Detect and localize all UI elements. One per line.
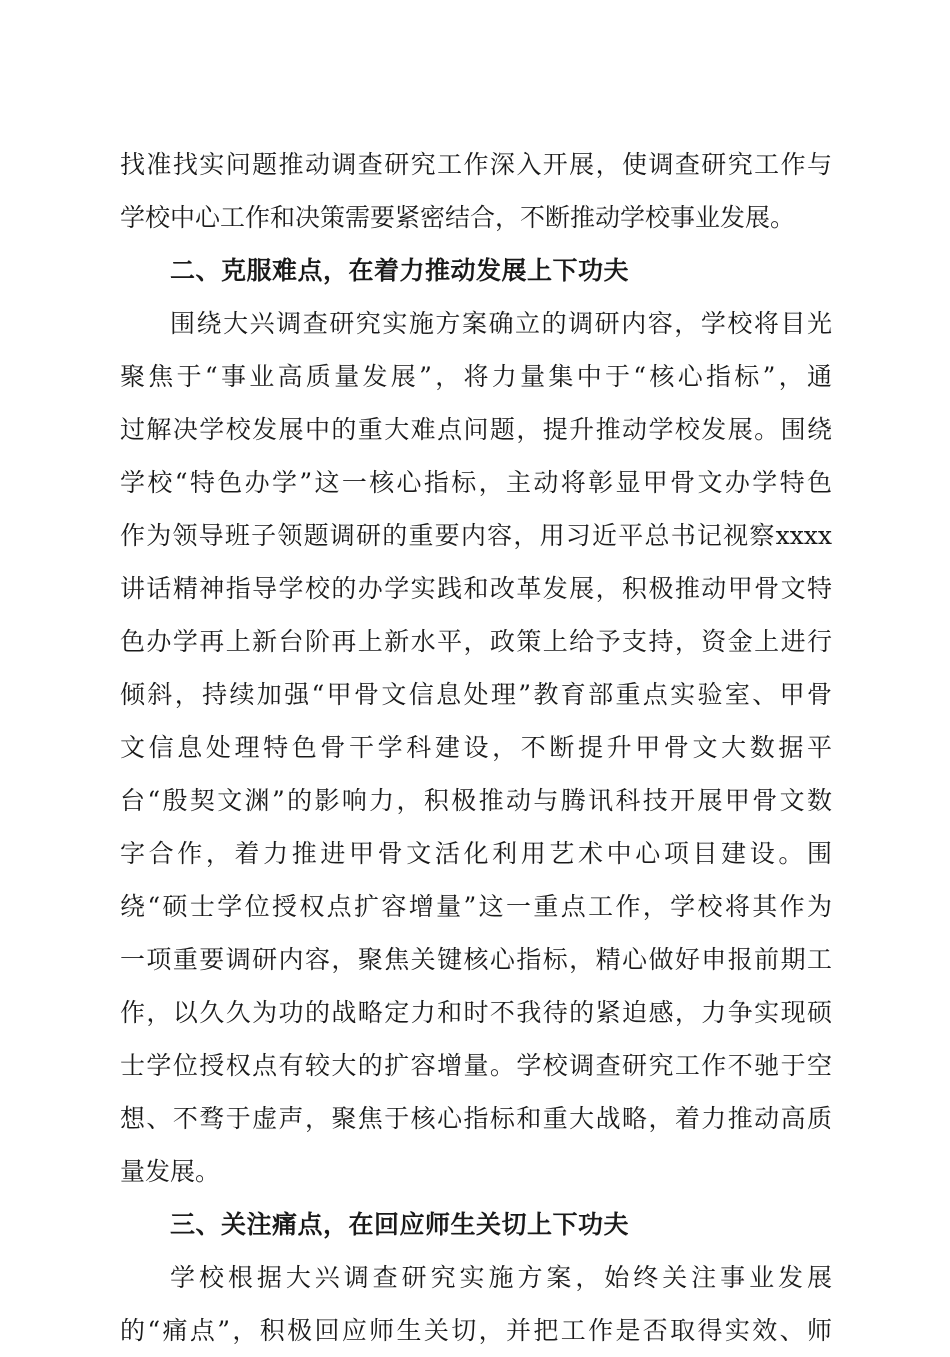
text-line: 绕“硕士学位授权点扩容增量”这一重点工作，学校将其作为 (120, 892, 832, 921)
text-line: 字合作，着力推进甲骨文活化利用艺术中心项目建设。围 (120, 839, 832, 868)
text-line: 学校根据大兴调查研究实施方案，始终关注事业发展 (170, 1263, 832, 1292)
text-line: 倾斜，持续加强“甲骨文信息处理”教育部重点实验室、甲骨 (120, 680, 832, 709)
text-line: 过解决学校发展中的重大难点问题，提升推动学校发展。围绕 (120, 415, 832, 444)
text-line: 量发展。 (120, 1157, 221, 1186)
paragraph-2 (120, 297, 832, 1198)
text-line: 学校中心工作和决策需要紧密结合，不断推动学校事业发展。 (120, 203, 796, 232)
text-line: 台“殷契文渊”的影响力，积极推动与腾讯科技开展甲骨文数 (120, 786, 832, 815)
section-heading-2: 二、克服难点，在着力推动发展上下功夫 (170, 256, 630, 285)
text-line: 一项重要调研内容，聚焦关键核心指标，精心做好申报前期工 (120, 945, 832, 974)
text-line: 讲话精神指导学校的办学实践和改革发展，积极推动甲骨文特 (120, 574, 832, 603)
text-line: 色办学再上新台阶再上新水平，政策上给予支持，资金上进行 (120, 627, 832, 656)
text-line: 的“痛点”，积极回应师生关切，并把工作是否取得实效、师 (120, 1316, 832, 1345)
text-line: 士学位授权点有较大的扩容增量。学校调查研究工作不驰于空 (120, 1051, 832, 1080)
text-line: 围绕大兴调查研究实施方案确立的调研内容，学校将目光 (170, 309, 832, 338)
text-line: 聚焦于“事业高质量发展”，将力量集中于“核心指标”，通 (120, 362, 832, 391)
text-line: 文信息处理特色骨干学科建设，不断提升甲骨文大数据平 (120, 733, 832, 762)
text-line: 学校“特色办学”这一核心指标，主动将彰显甲骨文办学特色 (120, 468, 832, 497)
document-page (120, 138, 832, 1357)
text-line: 作，以久久为功的战略定力和时不我待的紧迫感，力争实现硕 (120, 998, 832, 1027)
paragraph-1 (120, 138, 832, 244)
text-line: 作为领导班子领题调研的重要内容，用习近平总书记视察xxxx (120, 521, 832, 550)
section-heading-3: 三、关注痛点，在回应师生关切上下功夫 (170, 1210, 630, 1239)
text-line: 想、不骛于虚声，聚焦于核心指标和重大战略，着力推动高质 (120, 1104, 832, 1133)
text-line: 找准找实问题推动调查研究工作深入开展，使调查研究工作与 (120, 150, 832, 179)
paragraph-3 (120, 1251, 832, 1357)
